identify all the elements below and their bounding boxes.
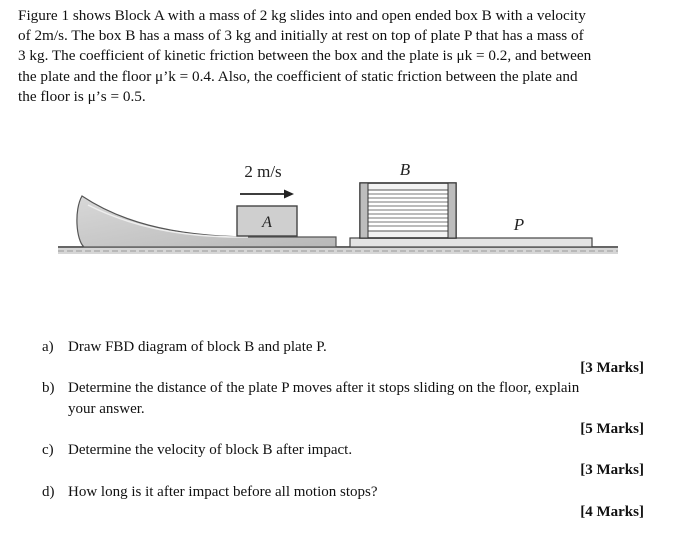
question-b [42,379,662,419]
question-c [42,441,662,461]
figure-1 [58,150,618,275]
velocity-label: 2 m/s [244,162,282,181]
intro-line-2: of 2m/s. The box B has a mass of 3 kg and initially at rest on top of plate P that has a mass of [18,27,584,45]
question-a-marks: [3 Marks] [580,360,644,376]
question-d-text: How long is it after impact before all motion stops? [68,484,378,500]
question-d [42,483,662,503]
question-c-letter: c) [42,442,54,458]
question-a [42,338,662,358]
box-b [360,183,456,238]
question-b-marks: [5 Marks] [580,421,644,437]
plate-p-label: P [513,215,525,234]
intro-line-3: 3 kg. The coefficient of kinetic friction between the box and the plate is μk = 0.2, and between [18,47,592,65]
question-c-text: Determine the velocity of block B after impact. [68,442,353,458]
problem-statement [18,6,682,107]
velocity-arrowhead [284,190,294,199]
box-b-label: B [399,160,411,179]
question-c-marks: [3 Marks] [580,462,644,478]
question-a-letter: a) [42,339,54,355]
intro-line-1: Figure 1 shows Block A with a mass of 2 kg slides into and open ended box B with a velocity [18,7,586,24]
question-d-letter: d) [42,484,55,500]
plate-p [350,238,592,247]
question-a-text: Draw FBD diagram of block B and plate P. [68,339,327,355]
intro-line-5: the floor is μ’s = 0.5. [18,87,146,105]
question-b-text-line-2: your answer. [68,401,145,417]
question-b-text-line-1: Determine the distance of the plate P moves after it stops sliding on the floor, explain [68,380,580,396]
question-d-marks: [4 Marks] [580,504,644,520]
intro-line-4: the plate and the floor μ’k = 0.4. Also, the coefficient of static friction between the plate and [18,67,578,85]
question-b-letter: b) [42,380,55,396]
block-a-label: A [262,214,272,231]
